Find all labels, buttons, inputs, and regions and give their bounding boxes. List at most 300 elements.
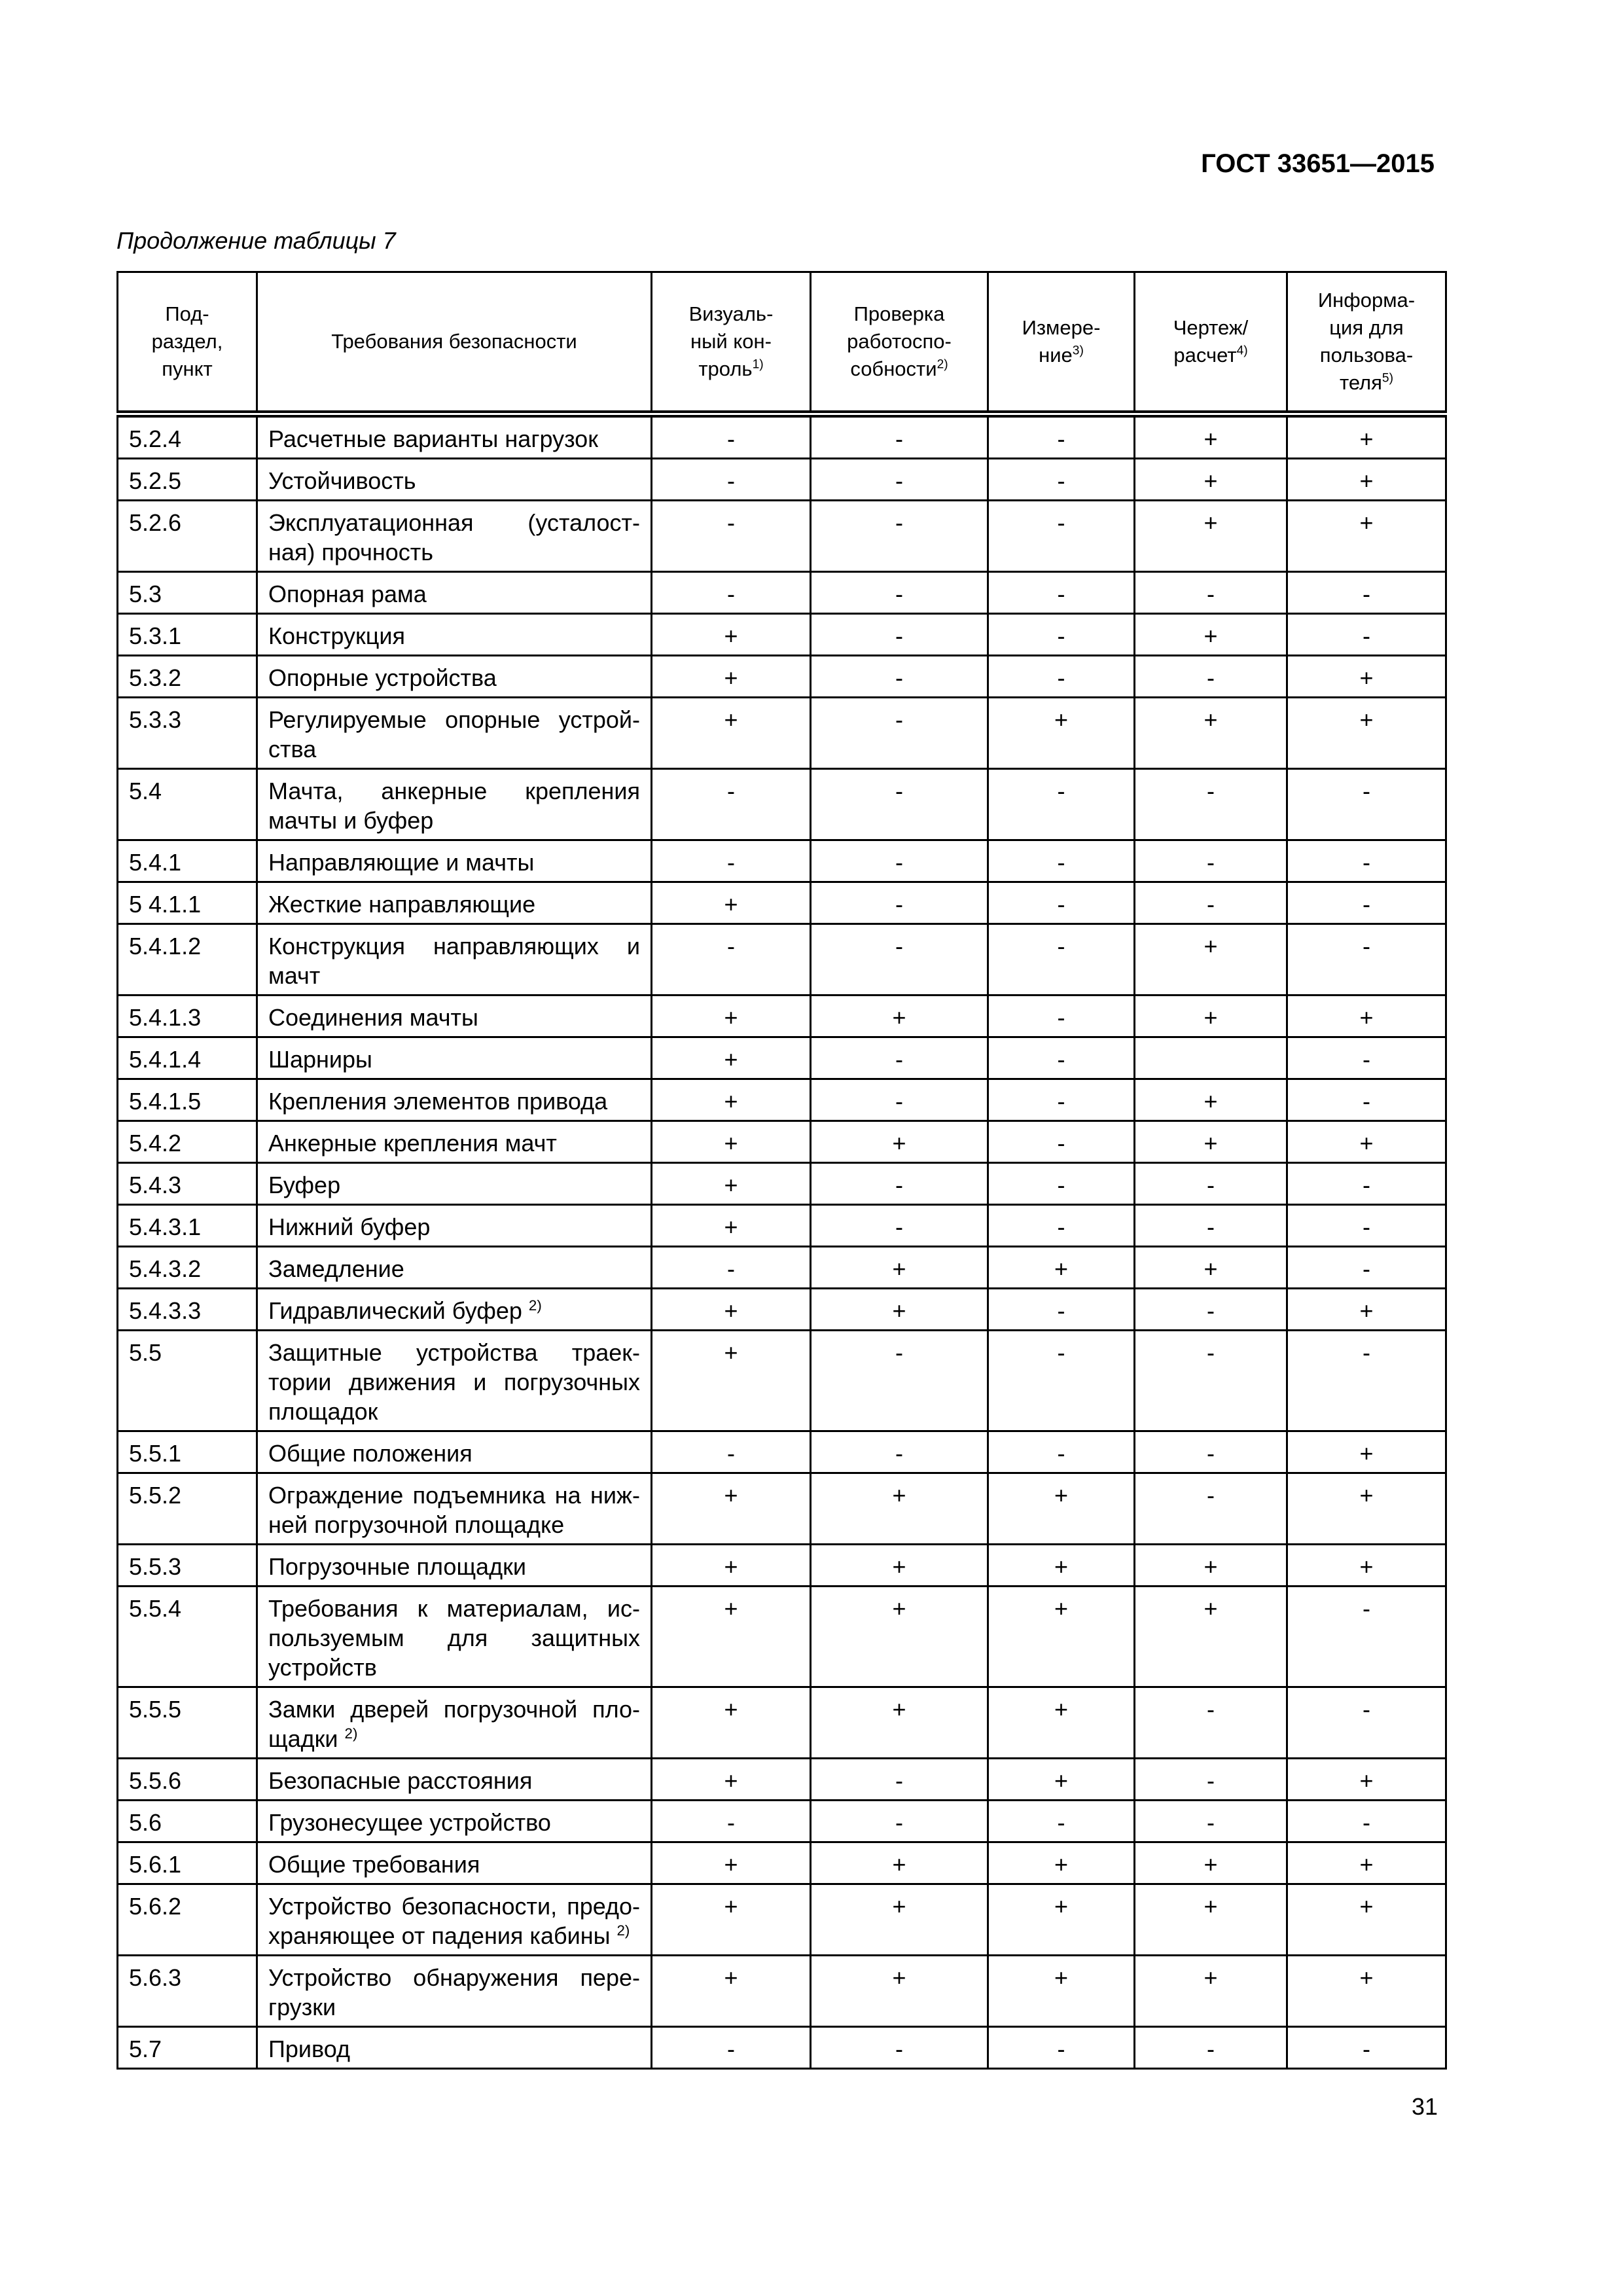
- requirement-line: Опорная рама: [268, 581, 427, 607]
- table-row: [118, 1037, 1446, 1079]
- mark-cell: +: [1287, 1289, 1446, 1331]
- mark-cell: +: [988, 1687, 1135, 1759]
- table-row: [118, 924, 1446, 996]
- mark-cell: -: [988, 1331, 1135, 1431]
- mark-cell: +: [988, 1247, 1135, 1289]
- table-body: [118, 414, 1446, 2069]
- mark-cell: +: [811, 1687, 988, 1759]
- subsection-cell: 5.6.1: [118, 1842, 257, 1884]
- mark-cell: -: [988, 414, 1135, 459]
- mark-cell: +: [1287, 1956, 1446, 2027]
- subsection-cell: 5.5.5: [118, 1687, 257, 1759]
- mark-cell: +: [811, 996, 988, 1037]
- mark-cell: -: [1287, 614, 1446, 656]
- mark-cell: -: [1135, 1331, 1287, 1431]
- mark-cell: -: [811, 1079, 988, 1121]
- footnote-ref: 5): [1382, 371, 1393, 386]
- mark-cell: -: [1135, 1289, 1287, 1331]
- mark-cell: -: [1135, 769, 1287, 840]
- mark-cell: -: [1287, 1587, 1446, 1687]
- mark-cell: +: [811, 1587, 988, 1687]
- requirement-line: Безопасные расстояния: [268, 1767, 533, 1794]
- mark-cell: -: [1135, 1759, 1287, 1801]
- subsection-cell: 5.5: [118, 1331, 257, 1431]
- footnote-ref: 3): [1072, 344, 1084, 358]
- mark-cell: -: [652, 501, 811, 572]
- mark-cell: +: [652, 1842, 811, 1884]
- mark-cell: -: [1287, 1801, 1446, 1842]
- subsection-cell: 5.6: [118, 1801, 257, 1842]
- table-row: [118, 1079, 1446, 1121]
- mark-cell: +: [811, 1247, 988, 1289]
- requirement-cell: [257, 769, 652, 840]
- table-row: [118, 2027, 1446, 2069]
- footnote-ref: 2): [528, 1297, 542, 1314]
- col-header-drawing-calc: [1135, 272, 1287, 414]
- requirement-cell: [257, 1801, 652, 1842]
- requirement-line: ней погрузочной площадке: [268, 1511, 565, 1538]
- table-row: [118, 1842, 1446, 1884]
- footnote-ref: 4): [1236, 344, 1248, 358]
- mark-cell: -: [652, 2027, 811, 2069]
- requirement-line: мачт: [268, 962, 321, 989]
- mark-cell: -: [988, 656, 1135, 698]
- mark-cell: -: [811, 1037, 988, 1079]
- requirement-line: Конструкция направляющих и: [268, 933, 640, 960]
- table-row: [118, 840, 1446, 882]
- requirements-table: [116, 271, 1447, 2070]
- table-row: [118, 1801, 1446, 1842]
- requirement-line: Грузонесущее устройство: [268, 1809, 551, 1836]
- table-header: [118, 272, 1446, 414]
- mark-cell: +: [1287, 1759, 1446, 1801]
- requirement-line: Ограждение подъемника на ниж-: [268, 1482, 640, 1509]
- mark-cell: -: [1135, 1431, 1287, 1473]
- mark-cell: -: [811, 1163, 988, 1205]
- mark-cell: +: [1287, 698, 1446, 769]
- requirement-line: Устойчивость: [268, 467, 416, 494]
- requirement-cell: [257, 1473, 652, 1545]
- table-row: [118, 1687, 1446, 1759]
- mark-cell: -: [1287, 840, 1446, 882]
- table-row: [118, 1289, 1446, 1331]
- requirement-cell: [257, 1956, 652, 2027]
- requirement-cell: [257, 698, 652, 769]
- header-line: Визуаль-: [688, 302, 774, 326]
- mark-cell: -: [1287, 924, 1446, 996]
- mark-cell: -: [988, 1289, 1135, 1331]
- header-line: Под-: [165, 302, 209, 326]
- mark-cell: -: [988, 1431, 1135, 1473]
- subsection-cell: 5.4.3: [118, 1163, 257, 1205]
- mark-cell: +: [652, 1037, 811, 1079]
- mark-cell: +: [1135, 1545, 1287, 1587]
- requirement-cell: [257, 572, 652, 614]
- requirement-line: Регулируемые опорные устрой-: [268, 706, 640, 733]
- col-header-subsection: [118, 272, 257, 414]
- requirement-cell: [257, 996, 652, 1037]
- mark-cell: -: [652, 1247, 811, 1289]
- mark-cell: +: [1287, 459, 1446, 501]
- mark-cell: -: [1135, 1473, 1287, 1545]
- mark-cell: +: [652, 1884, 811, 1956]
- footnote-ref: 2): [616, 1922, 630, 1939]
- subsection-cell: 5.4.1: [118, 840, 257, 882]
- mark-cell: -: [988, 1205, 1135, 1247]
- table-row: [118, 1331, 1446, 1431]
- mark-cell: -: [988, 769, 1135, 840]
- mark-cell: +: [1135, 1956, 1287, 2027]
- requirement-cell: [257, 1037, 652, 1079]
- mark-cell: +: [988, 1759, 1135, 1801]
- mark-cell: -: [988, 459, 1135, 501]
- requirement-line: Расчетные варианты нагрузок: [268, 425, 598, 452]
- subsection-cell: 5.3: [118, 572, 257, 614]
- requirement-line: тории движения и погрузочных: [268, 1369, 640, 1395]
- table-caption: Продолжение таблицы 7: [116, 227, 396, 254]
- requirement-line: Опорные устройства: [268, 664, 497, 691]
- mark-cell: -: [652, 769, 811, 840]
- requirement-line: Погрузочные площадки: [268, 1553, 526, 1580]
- requirement-line: Устройство безопасности, предо-: [268, 1893, 640, 1920]
- mark-cell: +: [988, 1956, 1135, 2027]
- table-row: [118, 614, 1446, 656]
- mark-cell: -: [1287, 1037, 1446, 1079]
- mark-cell: +: [652, 1687, 811, 1759]
- mark-cell: +: [652, 1079, 811, 1121]
- mark-cell: -: [652, 459, 811, 501]
- mark-cell: -: [811, 1759, 988, 1801]
- subsection-cell: 5.2.4: [118, 414, 257, 459]
- mark-cell: +: [988, 1473, 1135, 1545]
- mark-cell: +: [811, 1884, 988, 1956]
- subsection-cell: 5.4.1.4: [118, 1037, 257, 1079]
- mark-cell: -: [988, 1037, 1135, 1079]
- requirement-line: Требования к материалам, ис-: [268, 1595, 640, 1622]
- mark-cell: -: [988, 572, 1135, 614]
- requirement-cell: [257, 1687, 652, 1759]
- footnote-ref: 2): [344, 1725, 358, 1742]
- mark-cell: +: [652, 1205, 811, 1247]
- mark-cell: +: [811, 1121, 988, 1163]
- header-line: пункт: [162, 357, 213, 380]
- requirement-cell: [257, 1759, 652, 1801]
- mark-cell: +: [988, 1587, 1135, 1687]
- page-number: 31: [1411, 2093, 1438, 2120]
- footnote-ref: 2): [936, 357, 948, 372]
- requirement-line: Направляющие и мачты: [268, 849, 535, 876]
- mark-cell: +: [652, 882, 811, 924]
- subsection-cell: 5.4.3.3: [118, 1289, 257, 1331]
- mark-cell: -: [811, 2027, 988, 2069]
- requirement-cell: [257, 924, 652, 996]
- mark-cell: +: [1287, 414, 1446, 459]
- table-row: [118, 414, 1446, 459]
- col-header-operability-check: [811, 272, 988, 414]
- mark-cell: +: [1287, 1121, 1446, 1163]
- requirement-line: Гидравлический буфер: [268, 1297, 522, 1324]
- requirement-cell: [257, 1431, 652, 1473]
- mark-cell: -: [1287, 882, 1446, 924]
- mark-cell: -: [1135, 572, 1287, 614]
- table-row: [118, 698, 1446, 769]
- mark-cell: +: [811, 1842, 988, 1884]
- requirement-line: щадки: [268, 1725, 338, 1752]
- header-line: раздел,: [151, 330, 223, 353]
- requirement-cell: [257, 1884, 652, 1956]
- mark-cell: +: [1287, 1473, 1446, 1545]
- mark-cell: +: [1287, 1842, 1446, 1884]
- mark-cell: +: [811, 1956, 988, 2027]
- requirement-line: мачты и буфер: [268, 807, 434, 834]
- mark-cell: -: [811, 1801, 988, 1842]
- header-line: пользова-: [1319, 344, 1414, 367]
- mark-cell: +: [1135, 414, 1287, 459]
- table-row: [118, 996, 1446, 1037]
- mark-cell: -: [811, 840, 988, 882]
- mark-cell: -: [988, 1121, 1135, 1163]
- requirement-cell: [257, 2027, 652, 2069]
- mark-cell: +: [1135, 501, 1287, 572]
- mark-cell: +: [988, 1545, 1135, 1587]
- requirement-line: площадок: [268, 1398, 378, 1425]
- table-row: [118, 769, 1446, 840]
- mark-cell: -: [811, 1331, 988, 1431]
- subsection-cell: 5.3.3: [118, 698, 257, 769]
- mark-cell: -: [811, 924, 988, 996]
- mark-cell: -: [811, 414, 988, 459]
- col-header-requirements: [257, 272, 652, 414]
- mark-cell: -: [652, 840, 811, 882]
- table-row: [118, 1473, 1446, 1545]
- requirement-line: Защитные устройства траек-: [268, 1339, 640, 1366]
- mark-cell: -: [811, 882, 988, 924]
- mark-cell: +: [1135, 1121, 1287, 1163]
- mark-cell: +: [652, 1289, 811, 1331]
- subsection-cell: 5.4: [118, 769, 257, 840]
- mark-cell: -: [1287, 1205, 1446, 1247]
- mark-cell: +: [988, 1842, 1135, 1884]
- mark-cell: -: [1135, 656, 1287, 698]
- table-row: [118, 1163, 1446, 1205]
- requirement-cell: [257, 1121, 652, 1163]
- document-code: ГОСТ 33651—2015: [1201, 149, 1435, 178]
- header-line: работоспо-: [847, 330, 952, 353]
- mark-cell: +: [1287, 1884, 1446, 1956]
- subsection-cell: 5.4.1.2: [118, 924, 257, 996]
- mark-cell: -: [988, 882, 1135, 924]
- subsection-cell: 5.4.2: [118, 1121, 257, 1163]
- requirement-line: Шарниры: [268, 1046, 372, 1073]
- requirement-line: Мачта, анкерные крепления: [268, 778, 640, 804]
- mark-cell: +: [652, 1545, 811, 1587]
- mark-cell: +: [988, 1884, 1135, 1956]
- mark-cell: +: [1135, 1079, 1287, 1121]
- table-row: [118, 1431, 1446, 1473]
- header-line: ние: [1039, 344, 1073, 367]
- mark-cell: -: [988, 1801, 1135, 1842]
- requirement-cell: [257, 501, 652, 572]
- requirement-line: устройств: [268, 1654, 377, 1681]
- subsection-cell: 5.5.6: [118, 1759, 257, 1801]
- mark-cell: +: [1287, 501, 1446, 572]
- mark-cell: -: [1287, 572, 1446, 614]
- mark-cell: -: [811, 1431, 988, 1473]
- mark-cell: +: [652, 656, 811, 698]
- requirement-cell: [257, 1163, 652, 1205]
- mark-cell: +: [811, 1545, 988, 1587]
- header-line: теля: [1339, 370, 1382, 394]
- mark-cell: +: [1135, 1884, 1287, 1956]
- mark-cell: -: [811, 1205, 988, 1247]
- subsection-cell: 5.6.3: [118, 1956, 257, 2027]
- mark-cell: -: [811, 459, 988, 501]
- mark-cell: -: [1287, 1331, 1446, 1431]
- mark-cell: +: [1135, 996, 1287, 1037]
- subsection-cell: 5.3.1: [118, 614, 257, 656]
- mark-cell: -: [1287, 769, 1446, 840]
- subsection-cell: 5.6.2: [118, 1884, 257, 1956]
- col-header-user-info: [1287, 272, 1446, 414]
- requirement-line: Общие положения: [268, 1440, 473, 1467]
- table-row: [118, 1884, 1446, 1956]
- header-line: ный кон-: [690, 330, 772, 353]
- subsection-cell: 5.4.3.1: [118, 1205, 257, 1247]
- requirement-cell: [257, 656, 652, 698]
- subsection-cell: 5.7: [118, 2027, 257, 2069]
- header-line: троль: [698, 357, 753, 380]
- mark-cell: -: [988, 501, 1135, 572]
- requirement-line: грузки: [268, 1994, 336, 2020]
- table-row: [118, 572, 1446, 614]
- mark-cell: +: [652, 1121, 811, 1163]
- requirement-line: ная) прочность: [268, 539, 434, 565]
- subsection-cell: 5.4.3.2: [118, 1247, 257, 1289]
- requirement-line: пользуемым для защитных: [268, 1624, 640, 1651]
- mark-cell: -: [811, 614, 988, 656]
- mark-cell: [1135, 1037, 1287, 1079]
- mark-cell: +: [811, 1473, 988, 1545]
- table-row: [118, 1205, 1446, 1247]
- subsection-cell: 5.5.2: [118, 1473, 257, 1545]
- mark-cell: -: [811, 769, 988, 840]
- header-line: Проверка: [853, 302, 945, 326]
- subsection-cell: 5.2.5: [118, 459, 257, 501]
- requirement-cell: [257, 614, 652, 656]
- table-row: [118, 656, 1446, 698]
- mark-cell: -: [811, 698, 988, 769]
- mark-cell: -: [652, 572, 811, 614]
- mark-cell: -: [1135, 840, 1287, 882]
- mark-cell: -: [988, 1079, 1135, 1121]
- mark-cell: +: [652, 1473, 811, 1545]
- mark-cell: -: [1135, 1801, 1287, 1842]
- requirement-cell: [257, 1079, 652, 1121]
- requirement-line: Замки дверей погрузочной пло-: [268, 1696, 640, 1723]
- requirement-line: Замедление: [268, 1255, 404, 1282]
- mark-cell: +: [652, 1163, 811, 1205]
- col-header-measurement: [988, 272, 1135, 414]
- mark-cell: +: [811, 1289, 988, 1331]
- subsection-cell: 5.5.4: [118, 1587, 257, 1687]
- subsection-cell: 5.4.1.3: [118, 996, 257, 1037]
- mark-cell: -: [1135, 1687, 1287, 1759]
- mark-cell: +: [1287, 1431, 1446, 1473]
- mark-cell: -: [988, 614, 1135, 656]
- mark-cell: +: [1287, 1545, 1446, 1587]
- mark-cell: +: [1135, 614, 1287, 656]
- mark-cell: +: [652, 614, 811, 656]
- table-row: [118, 1545, 1446, 1587]
- footnote-ref: 1): [752, 357, 764, 372]
- mark-cell: -: [1287, 2027, 1446, 2069]
- requirement-cell: [257, 1842, 652, 1884]
- requirement-line: ства: [268, 736, 317, 762]
- mark-cell: +: [652, 1587, 811, 1687]
- requirement-cell: [257, 1247, 652, 1289]
- requirement-cell: [257, 1587, 652, 1687]
- mark-cell: +: [652, 1331, 811, 1431]
- requirement-line: Эксплуатационная (усталост-: [268, 509, 640, 536]
- subsection-cell: 5.2.6: [118, 501, 257, 572]
- mark-cell: -: [652, 414, 811, 459]
- mark-cell: -: [1135, 1205, 1287, 1247]
- mark-cell: +: [1135, 459, 1287, 501]
- mark-cell: +: [988, 698, 1135, 769]
- mark-cell: +: [652, 1956, 811, 2027]
- mark-cell: -: [988, 840, 1135, 882]
- mark-cell: +: [1135, 1247, 1287, 1289]
- mark-cell: -: [1287, 1247, 1446, 1289]
- subsection-cell: 5 4.1.1: [118, 882, 257, 924]
- subsection-cell: 5.5.3: [118, 1545, 257, 1587]
- mark-cell: -: [811, 501, 988, 572]
- mark-cell: +: [652, 698, 811, 769]
- mark-cell: -: [811, 656, 988, 698]
- mark-cell: -: [988, 996, 1135, 1037]
- mark-cell: +: [1135, 924, 1287, 996]
- subsection-cell: 5.4.1.5: [118, 1079, 257, 1121]
- requirement-line: Устройство обнаружения пере-: [268, 1964, 640, 1991]
- requirement-cell: [257, 1205, 652, 1247]
- requirement-line: Конструкция: [268, 622, 405, 649]
- requirement-cell: [257, 882, 652, 924]
- table-row: [118, 882, 1446, 924]
- subsection-cell: 5.3.2: [118, 656, 257, 698]
- header-line: расчет: [1173, 344, 1237, 367]
- mark-cell: +: [1135, 698, 1287, 769]
- table-row: [118, 1121, 1446, 1163]
- table-row: [118, 459, 1446, 501]
- header-line: собности: [850, 357, 937, 380]
- requirement-cell: [257, 414, 652, 459]
- table-row: [118, 1247, 1446, 1289]
- mark-cell: -: [811, 572, 988, 614]
- mark-cell: -: [1287, 1163, 1446, 1205]
- mark-cell: +: [1287, 656, 1446, 698]
- requirement-line: Соединения мачты: [268, 1004, 478, 1031]
- requirement-cell: [257, 1331, 652, 1431]
- table-row: [118, 1587, 1446, 1687]
- header-line: Чертеж/: [1173, 316, 1249, 340]
- mark-cell: -: [652, 924, 811, 996]
- header-line: Требования безопасности: [331, 330, 577, 353]
- requirement-line: Привод: [268, 2036, 350, 2062]
- requirement-line: Жесткие направляющие: [268, 891, 536, 918]
- mark-cell: -: [988, 1163, 1135, 1205]
- mark-cell: -: [652, 1801, 811, 1842]
- mark-cell: +: [652, 996, 811, 1037]
